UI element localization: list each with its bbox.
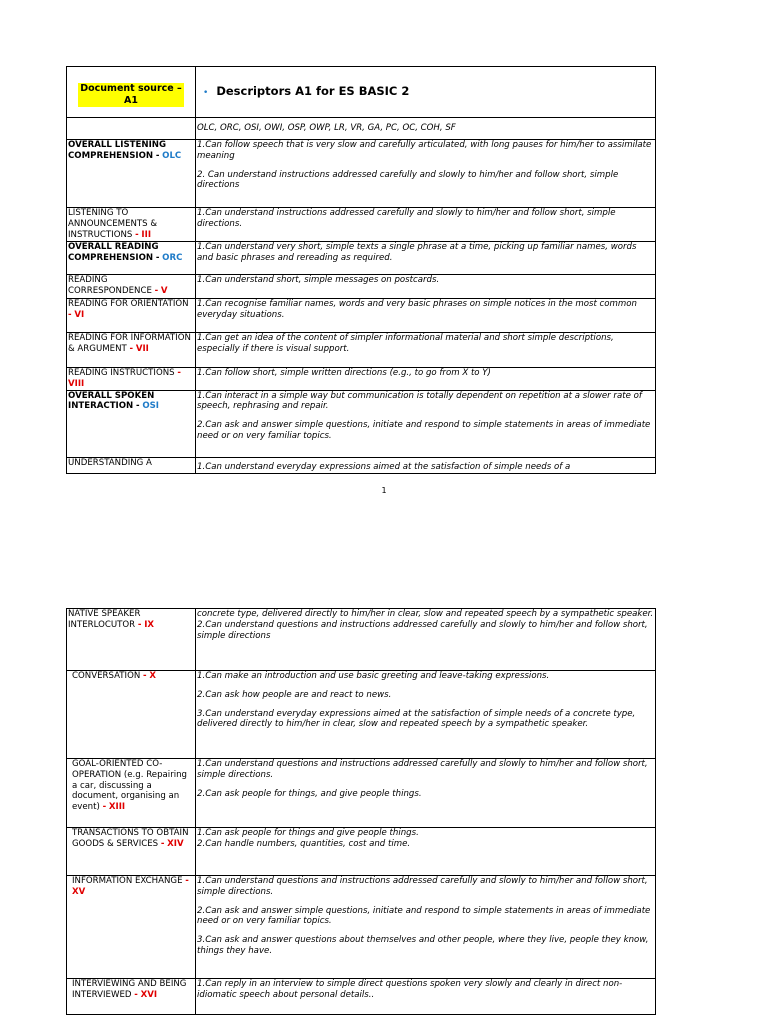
row-label: GOAL-ORIENTED CO-OPERATION (e.g. Repairing a car, discussing a document, organising an event) - XIII [67,759,196,828]
descriptor-item: 2.Can ask and answer simple questions, initiate and respond to simple statements in areas of immediate need or on very familiar topics. [197,905,651,927]
row-descriptors [196,368,656,391]
row-label: READING CORRESPONDENCE - V [67,275,196,299]
row-descriptors [196,457,656,473]
row-descriptors [196,140,656,208]
row-descriptors [196,979,656,1015]
descriptor-item: 3.Can understand everyday expressions aimed at the satisfaction of simple needs of a concrete type, delivered directly to him/her in clear, slow and repeated speech by a sympathetic speaker. [197,708,636,730]
descriptor-item: 1.Can understand instructions addressed carefully and slowly to him/her and follow short, simple directions. [197,208,616,229]
empty-cell [67,118,196,140]
row-label: INFORMATION EXCHANGE - XV [67,876,196,979]
document-source-label: Document source – A1 [80,83,182,106]
row-label: READING FOR ORIENTATION - VI [67,299,196,333]
heading-cell [196,67,656,118]
document-source-cell [67,67,196,118]
row-label: INTERVIEWING AND BEING INTERVIEWED - XVI [67,979,196,1015]
descriptor-item: 2.Can ask and answer simple questions, initiate and respond to simple statements in areas of immediate need or on very familiar topics. [197,420,651,441]
descriptor-item: 1.Can ask people for things and give people things. [197,828,419,838]
descriptor-item: concrete type, delivered directly to him/her in clear, slow and repeated speech by a sympathetic speaker. [197,609,654,619]
page-number: 1 [381,486,387,495]
row-label: NATIVE SPEAKER INTERLOCUTOR - IX [67,609,196,671]
descriptor-item: 1.Can reply in an interview to simple direct questions spoken very slowly and clearly in direct non-idiomatic speech about personal details.. [197,979,623,1000]
row-label: CONVERSATION - X [67,671,196,759]
descriptor-item: 1.Can make an introduction and use basic greeting and leave-taking expressions. [197,671,550,681]
row-label: READING INSTRUCTIONS - VIII [67,368,196,391]
row-descriptors [196,208,656,242]
row-descriptors [196,242,656,275]
codes-list: OLC, ORC, OSI, OWI, OSP, OWP, LR, VR, GA, PC, OC, COH, SF [196,118,656,140]
row-descriptors [196,759,656,828]
descriptor-item: 1.Can recognise familiar names, words and very basic phrases on simple notices in the most common everyday situations. [197,299,637,320]
descriptor-item: 1.Can understand questions and instructions addressed carefully and slowly to him/her and follow short, simple directions. [197,876,648,897]
row-descriptors [196,609,656,671]
page-title: Descriptors A1 for ES BASIC 2 [216,83,410,98]
row-descriptors [196,828,656,876]
row-label: LISTENING TO ANNOUNCEMENTS & INSTRUCTIONS - III [67,208,196,242]
descriptor-item: 1.Can get an idea of the content of simpler informational material and short simple descriptions, especially if there is visual support. [197,333,614,354]
descriptor-item: 3.Can ask and answer questions about themselves and other people, where they live, people they know, things they have. [197,935,649,956]
descriptor-item: 2.Can handle numbers, quantities, cost and time. [197,838,411,849]
row-descriptors [196,333,656,368]
descriptor-item: 1.Can understand very short, simple texts a single phrase at a time, picking up familiar names, words and basic phrases and rereading as required. [197,242,637,263]
row-label: OVERALL SPOKEN INTERACTION - OSI [67,390,196,457]
descriptor-item: 1.Can follow short, simple written directions (e.g., to go from X to Y) [197,368,491,378]
row-descriptors [196,876,656,979]
row-descriptors [196,390,656,457]
row-label: TRANSACTIONS TO OBTAIN GOODS & SERVICES - XIV [67,828,196,876]
row-descriptors [196,671,656,759]
descriptor-item: 1.Can interact in a simple way but communication is totally dependent on repetition at a slower rate of speech, rephrasing and repair. [197,390,642,412]
descriptor-table-page1 [66,66,656,474]
descriptor-item: 1.Can understand everyday expressions aimed at the satisfaction of simple needs of a [197,461,571,472]
descriptor-item: 2.Can ask people for things, and give people things. [197,788,422,799]
descriptor-item: 2. Can understand instructions addressed carefully and slowly to him/her and follow short, simple directions [197,169,619,191]
row-label: OVERALL LISTENING COMPREHENSION - OLC [67,140,196,208]
row-label: UNDERSTANDING A [67,457,196,473]
descriptor-item: 1.Can follow speech that is very slow and carefully articulated, with long pauses for him/her to assimilate meaning [197,140,652,161]
descriptor-item: 1.Can understand short, simple messages on postcards. [197,275,440,285]
bullet-icon: • [203,87,209,98]
row-descriptors [196,275,656,299]
descriptor-table-page2 [66,608,656,1015]
descriptor-item: 1.Can understand questions and instructions addressed carefully and slowly to him/her and follow short, simple directions. [197,759,648,780]
descriptor-item: 2.Can understand questions and instructions addressed carefully and slowly to him/her and follow short, simple directions [197,619,648,641]
row-label: OVERALL READING COMPREHENSION - ORC [67,242,196,275]
row-descriptors [196,299,656,333]
row-label: READING FOR INFORMATION & ARGUMENT - VII [67,333,196,368]
descriptor-item: 2.Can ask how people are and react to news. [197,689,392,700]
